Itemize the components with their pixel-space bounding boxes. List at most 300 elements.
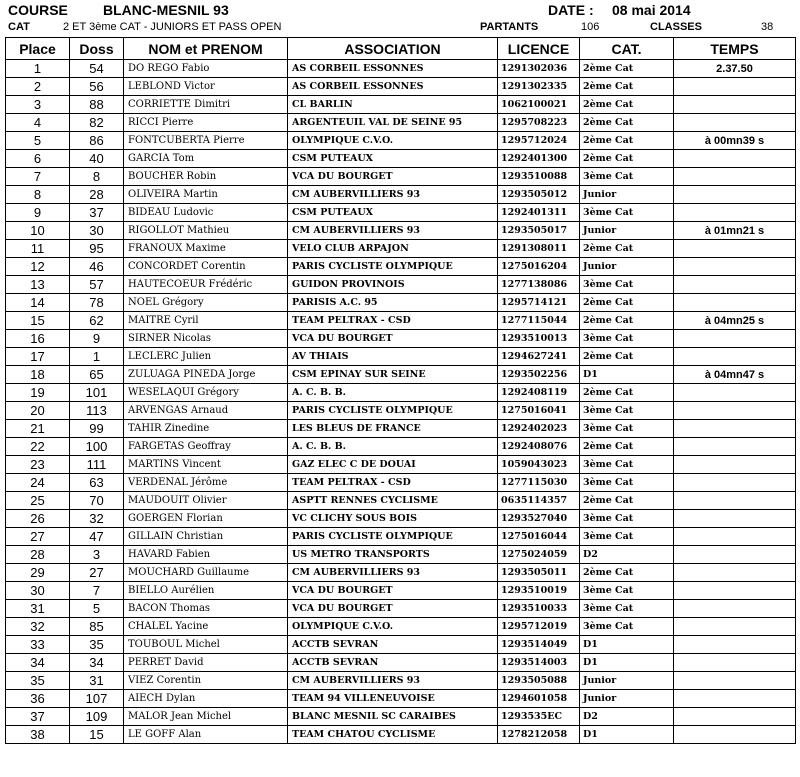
association-cell: GAZ ELEC C DE DOUAI <box>288 456 498 474</box>
place-cell: 35 <box>6 672 70 690</box>
licence-cell: 1291302036 <box>498 60 580 78</box>
licence-cell: 1292402023 <box>498 420 580 438</box>
table-row <box>6 312 796 330</box>
category-cell: Junior <box>580 186 674 204</box>
doss-cell: 82 <box>70 114 124 132</box>
doss-cell: 57 <box>70 276 124 294</box>
time-cell <box>674 294 796 312</box>
place-cell: 36 <box>6 690 70 708</box>
course-header <box>0 2 800 20</box>
licence-cell: 1293510019 <box>498 582 580 600</box>
table-row <box>6 618 796 636</box>
name-cell: BIDEAU Ludovic <box>124 204 288 222</box>
table-row <box>6 114 796 132</box>
table-row <box>6 492 796 510</box>
association-cell: ACCTB SEVRAN <box>288 636 498 654</box>
place-cell: 37 <box>6 708 70 726</box>
category-cell: D2 <box>580 546 674 564</box>
table-row <box>6 384 796 402</box>
table-row <box>6 60 796 78</box>
time-cell <box>674 618 796 636</box>
place-cell: 21 <box>6 420 70 438</box>
place-cell: 33 <box>6 636 70 654</box>
licence-cell: 1293535EC <box>498 708 580 726</box>
licence-cell: 1295712019 <box>498 618 580 636</box>
time-cell <box>674 168 796 186</box>
licence-cell: 1293510013 <box>498 330 580 348</box>
place-cell: 16 <box>6 330 70 348</box>
time-cell <box>674 654 796 672</box>
licence-cell: 1277115030 <box>498 474 580 492</box>
time-cell <box>674 636 796 654</box>
time-cell <box>674 510 796 528</box>
category-cell: 2ème Cat <box>580 492 674 510</box>
licence-cell: 1294601058 <box>498 690 580 708</box>
association-cell: LES BLEUS DE FRANCE <box>288 420 498 438</box>
name-cell: TAHIR Zinedine <box>124 420 288 438</box>
licence-cell: 1294627241 <box>498 348 580 366</box>
cat-label: CAT <box>8 21 30 33</box>
table-row <box>6 438 796 456</box>
table-row <box>6 600 796 618</box>
licence-cell: 1278212058 <box>498 726 580 744</box>
association-cell: VCA DU BOURGET <box>288 600 498 618</box>
place-cell: 31 <box>6 600 70 618</box>
table-row <box>6 222 796 240</box>
association-cell: VCA DU BOURGET <box>288 168 498 186</box>
table-row <box>6 546 796 564</box>
classes-value: 38 <box>761 21 774 33</box>
category-cell: 3ème Cat <box>580 204 674 222</box>
doss-cell: 56 <box>70 78 124 96</box>
association-cell: A. C. B. B. <box>288 384 498 402</box>
doss-cell: 35 <box>70 636 124 654</box>
name-cell: AIECH Dylan <box>124 690 288 708</box>
name-cell: FARGETAS Geoffray <box>124 438 288 456</box>
date-value: 08 mai 2014 <box>612 2 691 18</box>
doss-cell: 88 <box>70 96 124 114</box>
association-cell: ARGENTEUIL VAL DE SEINE 95 <box>288 114 498 132</box>
name-cell: ZULUAGA PINEDA Jorge <box>124 366 288 384</box>
place-cell: 32 <box>6 618 70 636</box>
doss-cell: 111 <box>70 456 124 474</box>
place-cell: 24 <box>6 474 70 492</box>
category-cell: Junior <box>580 258 674 276</box>
category-cell: 3ème Cat <box>580 330 674 348</box>
table-row <box>6 708 796 726</box>
association-cell: CL BARLIN <box>288 96 498 114</box>
place-cell: 34 <box>6 654 70 672</box>
time-cell <box>674 600 796 618</box>
doss-cell: 30 <box>70 222 124 240</box>
table-row <box>6 168 796 186</box>
name-cell: GILLAIN Christian <box>124 528 288 546</box>
time-cell: à 04mn25 s <box>674 312 796 330</box>
association-cell: TEAM CHATOU CYCLISME <box>288 726 498 744</box>
doss-cell: 63 <box>70 474 124 492</box>
association-cell: OLYMPIQUE C.V.O. <box>288 618 498 636</box>
table-row <box>6 132 796 150</box>
category-cell: 3ème Cat <box>580 618 674 636</box>
doss-cell: 78 <box>70 294 124 312</box>
association-cell: GUIDON PROVINOIS <box>288 276 498 294</box>
place-cell: 9 <box>6 204 70 222</box>
association-cell: AS CORBEIL ESSONNES <box>288 78 498 96</box>
association-cell: PARIS CYCLISTE OLYMPIQUE <box>288 402 498 420</box>
results-table <box>5 37 796 744</box>
time-cell <box>674 204 796 222</box>
col-header-doss: Doss <box>70 38 124 60</box>
place-cell: 14 <box>6 294 70 312</box>
table-row <box>6 636 796 654</box>
name-cell: MALOR Jean Michel <box>124 708 288 726</box>
time-cell <box>674 384 796 402</box>
time-cell <box>674 690 796 708</box>
licence-cell: 1292408076 <box>498 438 580 456</box>
name-cell: HAVARD Fabien <box>124 546 288 564</box>
time-cell <box>674 276 796 294</box>
doss-cell: 15 <box>70 726 124 744</box>
place-cell: 25 <box>6 492 70 510</box>
place-cell: 27 <box>6 528 70 546</box>
category-cell: 2ème Cat <box>580 348 674 366</box>
name-cell: SIRNER Nicolas <box>124 330 288 348</box>
category-cell: 3ème Cat <box>580 528 674 546</box>
table-row <box>6 654 796 672</box>
licence-cell: 1293505088 <box>498 672 580 690</box>
doss-cell: 85 <box>70 618 124 636</box>
name-cell: LE GOFF Alan <box>124 726 288 744</box>
cat-value: 2 ET 3ème CAT - JUNIORS ET PASS OPEN <box>63 21 282 33</box>
table-row <box>6 510 796 528</box>
association-cell: PARIS CYCLISTE OLYMPIQUE <box>288 528 498 546</box>
association-cell: A. C. B. B. <box>288 438 498 456</box>
name-cell: RIGOLLOT Mathieu <box>124 222 288 240</box>
category-cell: 2ème Cat <box>580 312 674 330</box>
place-cell: 22 <box>6 438 70 456</box>
name-cell: MAITRE Cyril <box>124 312 288 330</box>
licence-cell: 1275016041 <box>498 402 580 420</box>
licence-cell: 1293514003 <box>498 654 580 672</box>
time-cell: à 01mn21 s <box>674 222 796 240</box>
place-cell: 18 <box>6 366 70 384</box>
name-cell: ARVENGAS Arnaud <box>124 402 288 420</box>
place-cell: 28 <box>6 546 70 564</box>
category-cell: Junior <box>580 222 674 240</box>
doss-cell: 99 <box>70 420 124 438</box>
time-cell <box>674 726 796 744</box>
doss-cell: 27 <box>70 564 124 582</box>
licence-cell: 1291308011 <box>498 240 580 258</box>
place-cell: 30 <box>6 582 70 600</box>
time-cell: à 00mn39 s <box>674 132 796 150</box>
name-cell: DO REGO Fabio <box>124 60 288 78</box>
doss-cell: 47 <box>70 528 124 546</box>
date-label: DATE : <box>548 2 594 18</box>
doss-cell: 113 <box>70 402 124 420</box>
classes-label: CLASSES <box>650 21 702 33</box>
table-row <box>6 96 796 114</box>
category-cell: 2ème Cat <box>580 114 674 132</box>
licence-cell: 1275024059 <box>498 546 580 564</box>
place-cell: 19 <box>6 384 70 402</box>
association-cell: PARISIS A.C. 95 <box>288 294 498 312</box>
col-header-name: NOM et PRENOM <box>124 38 288 60</box>
place-cell: 23 <box>6 456 70 474</box>
time-cell: 2.37.50 <box>674 60 796 78</box>
category-cell: 3ème Cat <box>580 168 674 186</box>
category-cell: 3ème Cat <box>580 402 674 420</box>
licence-cell: 0635114357 <box>498 492 580 510</box>
category-cell: Junior <box>580 690 674 708</box>
category-cell: 3ème Cat <box>580 600 674 618</box>
table-row <box>6 690 796 708</box>
name-cell: VERDENAL Jérôme <box>124 474 288 492</box>
doss-cell: 65 <box>70 366 124 384</box>
licence-cell: 1293505011 <box>498 564 580 582</box>
col-header-association: ASSOCIATION <box>288 38 498 60</box>
name-cell: BACON Thomas <box>124 600 288 618</box>
category-cell: 2ème Cat <box>580 384 674 402</box>
association-cell: TEAM PELTRAX - CSD <box>288 312 498 330</box>
time-cell <box>674 150 796 168</box>
doss-cell: 7 <box>70 582 124 600</box>
time-cell <box>674 528 796 546</box>
place-cell: 12 <box>6 258 70 276</box>
category-cell: D1 <box>580 366 674 384</box>
doss-cell: 109 <box>70 708 124 726</box>
time-cell <box>674 240 796 258</box>
name-cell: BIELLO Aurélien <box>124 582 288 600</box>
partants-value: 106 <box>581 21 600 33</box>
category-cell: 2ème Cat <box>580 240 674 258</box>
name-cell: LECLERC Julien <box>124 348 288 366</box>
category-cell: Junior <box>580 672 674 690</box>
col-header-time: TEMPS <box>674 38 796 60</box>
name-cell: MAUDOUIT Olivier <box>124 492 288 510</box>
time-cell <box>674 78 796 96</box>
association-cell: US METRO TRANSPORTS <box>288 546 498 564</box>
category-cell: 2ème Cat <box>580 150 674 168</box>
doss-cell: 1 <box>70 348 124 366</box>
time-cell <box>674 420 796 438</box>
licence-cell: 1293514049 <box>498 636 580 654</box>
time-cell <box>674 456 796 474</box>
place-cell: 20 <box>6 402 70 420</box>
name-cell: VIEZ Corentin <box>124 672 288 690</box>
association-cell: PARIS CYCLISTE OLYMPIQUE <box>288 258 498 276</box>
association-cell: TEAM PELTRAX - CSD <box>288 474 498 492</box>
licence-cell: 1059043023 <box>498 456 580 474</box>
name-cell: PERRET David <box>124 654 288 672</box>
licence-cell: 1293502256 <box>498 366 580 384</box>
place-cell: 29 <box>6 564 70 582</box>
doss-cell: 86 <box>70 132 124 150</box>
table-row <box>6 348 796 366</box>
licence-cell: 1293510088 <box>498 168 580 186</box>
category-cell: D2 <box>580 708 674 726</box>
licence-cell: 1293510033 <box>498 600 580 618</box>
association-cell: ASPTT RENNES CYCLISME <box>288 492 498 510</box>
col-header-place: Place <box>6 38 70 60</box>
category-cell: 2ème Cat <box>580 294 674 312</box>
name-cell: TOUBOUL Michel <box>124 636 288 654</box>
place-cell: 17 <box>6 348 70 366</box>
table-row <box>6 672 796 690</box>
time-cell <box>674 582 796 600</box>
licence-cell: 1293505017 <box>498 222 580 240</box>
licence-cell: 1292401300 <box>498 150 580 168</box>
category-cell: 2ème Cat <box>580 96 674 114</box>
table-row <box>6 186 796 204</box>
association-cell: TEAM 94 VILLENEUVOISE <box>288 690 498 708</box>
table-row <box>6 726 796 744</box>
table-row <box>6 78 796 96</box>
doss-cell: 46 <box>70 258 124 276</box>
place-cell: 5 <box>6 132 70 150</box>
association-cell: AS CORBEIL ESSONNES <box>288 60 498 78</box>
doss-cell: 28 <box>70 186 124 204</box>
category-cell: 3ème Cat <box>580 510 674 528</box>
doss-cell: 32 <box>70 510 124 528</box>
doss-cell: 9 <box>70 330 124 348</box>
time-cell <box>674 474 796 492</box>
doss-cell: 40 <box>70 150 124 168</box>
licence-cell: 1293527040 <box>498 510 580 528</box>
time-cell <box>674 438 796 456</box>
licence-cell: 1277115044 <box>498 312 580 330</box>
partants-label: PARTANTS <box>480 21 539 33</box>
licence-cell: 1277138086 <box>498 276 580 294</box>
table-row <box>6 456 796 474</box>
category-cell: D1 <box>580 654 674 672</box>
place-cell: 6 <box>6 150 70 168</box>
name-cell: MARTINS Vincent <box>124 456 288 474</box>
name-cell: BOUCHER Robin <box>124 168 288 186</box>
place-cell: 11 <box>6 240 70 258</box>
category-cell: 2ème Cat <box>580 60 674 78</box>
name-cell: FONTCUBERTA Pierre <box>124 132 288 150</box>
association-cell: CSM PUTEAUX <box>288 204 498 222</box>
doss-cell: 37 <box>70 204 124 222</box>
name-cell: CHALEL Yacine <box>124 618 288 636</box>
category-cell: 2ème Cat <box>580 564 674 582</box>
licence-cell: 1275016204 <box>498 258 580 276</box>
time-cell <box>674 114 796 132</box>
table-row <box>6 258 796 276</box>
time-cell <box>674 492 796 510</box>
category-header <box>0 21 800 35</box>
association-cell: VELO CLUB ARPAJON <box>288 240 498 258</box>
place-cell: 8 <box>6 186 70 204</box>
place-cell: 38 <box>6 726 70 744</box>
association-cell: CM AUBERVILLIERS 93 <box>288 222 498 240</box>
doss-cell: 54 <box>70 60 124 78</box>
doss-cell: 70 <box>70 492 124 510</box>
course-name: BLANC-MESNIL 93 <box>103 2 229 18</box>
association-cell: CSM EPINAY SUR SEINE <box>288 366 498 384</box>
time-cell <box>674 330 796 348</box>
place-cell: 2 <box>6 78 70 96</box>
time-cell <box>674 96 796 114</box>
place-cell: 13 <box>6 276 70 294</box>
table-row <box>6 564 796 582</box>
doss-cell: 100 <box>70 438 124 456</box>
association-cell: OLYMPIQUE C.V.O. <box>288 132 498 150</box>
table-row <box>6 294 796 312</box>
licence-cell: 1291302335 <box>498 78 580 96</box>
name-cell: CONCORDET Corentin <box>124 258 288 276</box>
doss-cell: 8 <box>70 168 124 186</box>
name-cell: RICCI Pierre <box>124 114 288 132</box>
doss-cell: 3 <box>70 546 124 564</box>
table-row <box>6 204 796 222</box>
name-cell: NOEL Grégory <box>124 294 288 312</box>
association-cell: CM AUBERVILLIERS 93 <box>288 672 498 690</box>
association-cell: VCA DU BOURGET <box>288 330 498 348</box>
col-header-cat: CAT. <box>580 38 674 60</box>
place-cell: 3 <box>6 96 70 114</box>
category-cell: 2ème Cat <box>580 438 674 456</box>
time-cell <box>674 258 796 276</box>
licence-cell: 1062100021 <box>498 96 580 114</box>
place-cell: 7 <box>6 168 70 186</box>
doss-cell: 95 <box>70 240 124 258</box>
time-cell <box>674 186 796 204</box>
category-cell: 2ème Cat <box>580 132 674 150</box>
table-row <box>6 474 796 492</box>
time-cell <box>674 564 796 582</box>
table-row <box>6 402 796 420</box>
association-cell: AV THIAIS <box>288 348 498 366</box>
place-cell: 26 <box>6 510 70 528</box>
table-row <box>6 276 796 294</box>
name-cell: HAUTECOEUR Frédéric <box>124 276 288 294</box>
place-cell: 15 <box>6 312 70 330</box>
table-row <box>6 150 796 168</box>
category-cell: 2ème Cat <box>580 78 674 96</box>
licence-cell: 1295708223 <box>498 114 580 132</box>
name-cell: CORRIETTE Dimitri <box>124 96 288 114</box>
table-row <box>6 240 796 258</box>
table-row <box>6 420 796 438</box>
col-header-licence: LICENCE <box>498 38 580 60</box>
table-header-row <box>6 38 796 60</box>
doss-cell: 101 <box>70 384 124 402</box>
licence-cell: 1292401311 <box>498 204 580 222</box>
category-cell: D1 <box>580 636 674 654</box>
course-label: COURSE <box>8 2 68 18</box>
licence-cell: 1292408119 <box>498 384 580 402</box>
name-cell: GOERGEN Florian <box>124 510 288 528</box>
association-cell: CSM PUTEAUX <box>288 150 498 168</box>
doss-cell: 34 <box>70 654 124 672</box>
licence-cell: 1295714121 <box>498 294 580 312</box>
table-row <box>6 330 796 348</box>
doss-cell: 107 <box>70 690 124 708</box>
table-row <box>6 582 796 600</box>
name-cell: LEBLOND Victor <box>124 78 288 96</box>
association-cell: CM AUBERVILLIERS 93 <box>288 564 498 582</box>
time-cell <box>674 546 796 564</box>
licence-cell: 1275016044 <box>498 528 580 546</box>
doss-cell: 62 <box>70 312 124 330</box>
name-cell: GARCIA Tom <box>124 150 288 168</box>
category-cell: 3ème Cat <box>580 276 674 294</box>
association-cell: ACCTB SEVRAN <box>288 654 498 672</box>
time-cell <box>674 708 796 726</box>
name-cell: OLIVEIRA Martin <box>124 186 288 204</box>
